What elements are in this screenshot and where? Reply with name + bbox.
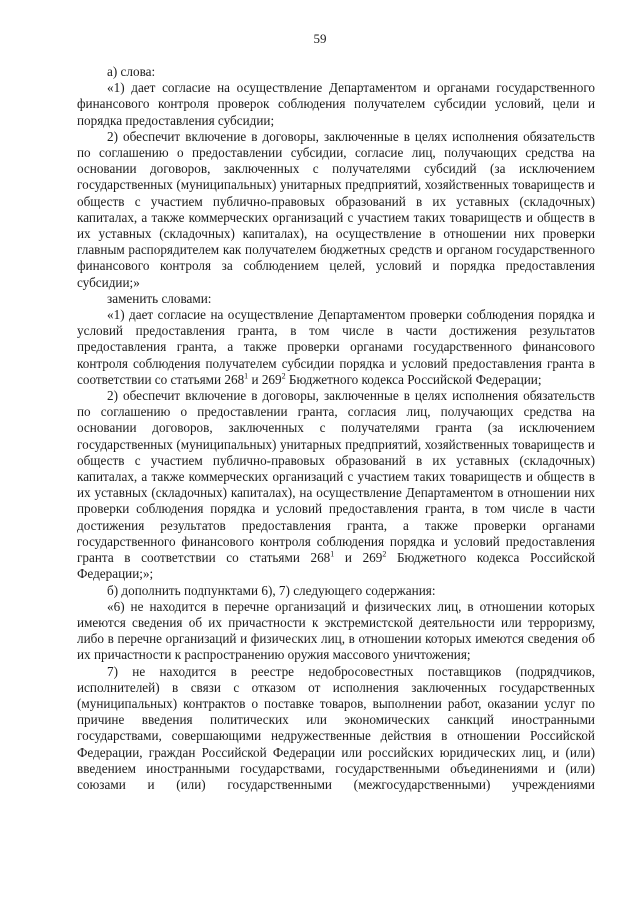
text-run: «1) дает согласие на осуществление Департаментом проверки соблюдения порядка и условий предоставления гранта, в том числе в части достижения результатов предоставления гранта, а также проверки органами государственного финансового контроля соблюдения получателем субсидии порядка и условий предоставления гранта в соответствии со статьями 268 — [77, 307, 595, 387]
text-run: и 269 — [248, 371, 282, 387]
document-body — [77, 64, 595, 793]
superscript: 1 — [244, 371, 249, 381]
paragraph-old-item-2: 2) обеспечит включение в договоры, заключенные в целях исполнения обязательств по соглашению о предоставлении субсидии, согласие лиц, получающих средства на основании договоров, заключенных с получателями субсидий (за исключением государственных (муниципальных) унитарных предприятий, хозяйственных товариществ и обществ с участием публично-правовых образований в их уставных (складочных) капиталах, а также коммерческих организаций с участием таких товариществ и обществ в их уставных (складочных) капиталах), на осуществление в отношении них проверки главным распорядителем как получателем бюджетных средств и органом государственного финансового контроля за соблюдением целей, условий и порядка предоставления субсидии;» — [77, 128, 595, 290]
paragraph-item-7: 7) не находится в реестре недобросовестных поставщиков (подрядчиков, исполнителей) в связи с отказом от исполнения заключенных государственных (муниципальных) контрактов о поставке товаров, выполнении работ, оказании услуг по причине введения политических или экономических санкций иностранными государствами, совершающими недружественные действия в отношении Российской Федерации, граждан Российской Федерации или российских юридических лиц, и (или) введением иностранными государствами, государственными объединениями и (или) союзами и (или) государственными (межгосударственными) учреждениями — [77, 663, 595, 792]
text-run: Бюджетного кодекса Российской Федерации;»; — [77, 550, 595, 582]
paragraph-b-add-items: б) дополнить подпунктами 6), 7) следующего содержания: — [107, 582, 436, 598]
paragraph-replace-with: заменить словами: — [107, 290, 212, 306]
text-run: 2) обеспечит включение в договоры, заключенные в целях исполнения обязательств по соглашению о предоставлении гранта, согласия лиц, получающих средства на основании договоров, заключенных с получателями гранта (за исключением государственных (муниципальных) унитарных предприятий, хозяйственных товариществ и обществ с участием публично-правовых образований в их уставных (складочных) капиталах, а также коммерческих организаций с участием таких товариществ и обществ в их уставных (складочных) капиталах), на осуществление Департаментом в отношении них проверки соблюдения порядка и условий предоставления гранта, в том числе в части достижения результатов предоставления гранта, а также проверки органами государственного финансового контроля соблюдения порядка и условий предоставления гранта в соответствии со статьями 268 — [77, 388, 595, 566]
superscript: 2 — [281, 371, 286, 381]
paragraph-item-6: «6) не находится в перечне организаций и физических лиц, в отношении которых имеются сведения об их причастности к экстремистской деятельности или терроризму, либо в перечне организаций и физических лиц, в отношении которых имеются сведения об их причастности к распространению оружия массового уничтожения; — [77, 598, 595, 663]
superscript: 2 — [382, 549, 387, 559]
paragraph-new-item-1 — [77, 307, 595, 388]
paragraph-a-words: а) слова: — [107, 64, 156, 79]
text-run: и 269 — [334, 550, 383, 566]
superscript: 1 — [330, 549, 335, 559]
paragraph-new-item-2 — [77, 388, 595, 582]
text-run: Бюджетного кодекса Российской Федерации; — [285, 371, 542, 387]
page-number: 59 — [313, 31, 327, 46]
paragraph-old-item-1: «1) дает согласие на осуществление Департаментом и органами государственного финансового контроля проверок соблюдения получателем субсидии условий, цели и порядка предоставления субсидии; — [77, 80, 595, 128]
